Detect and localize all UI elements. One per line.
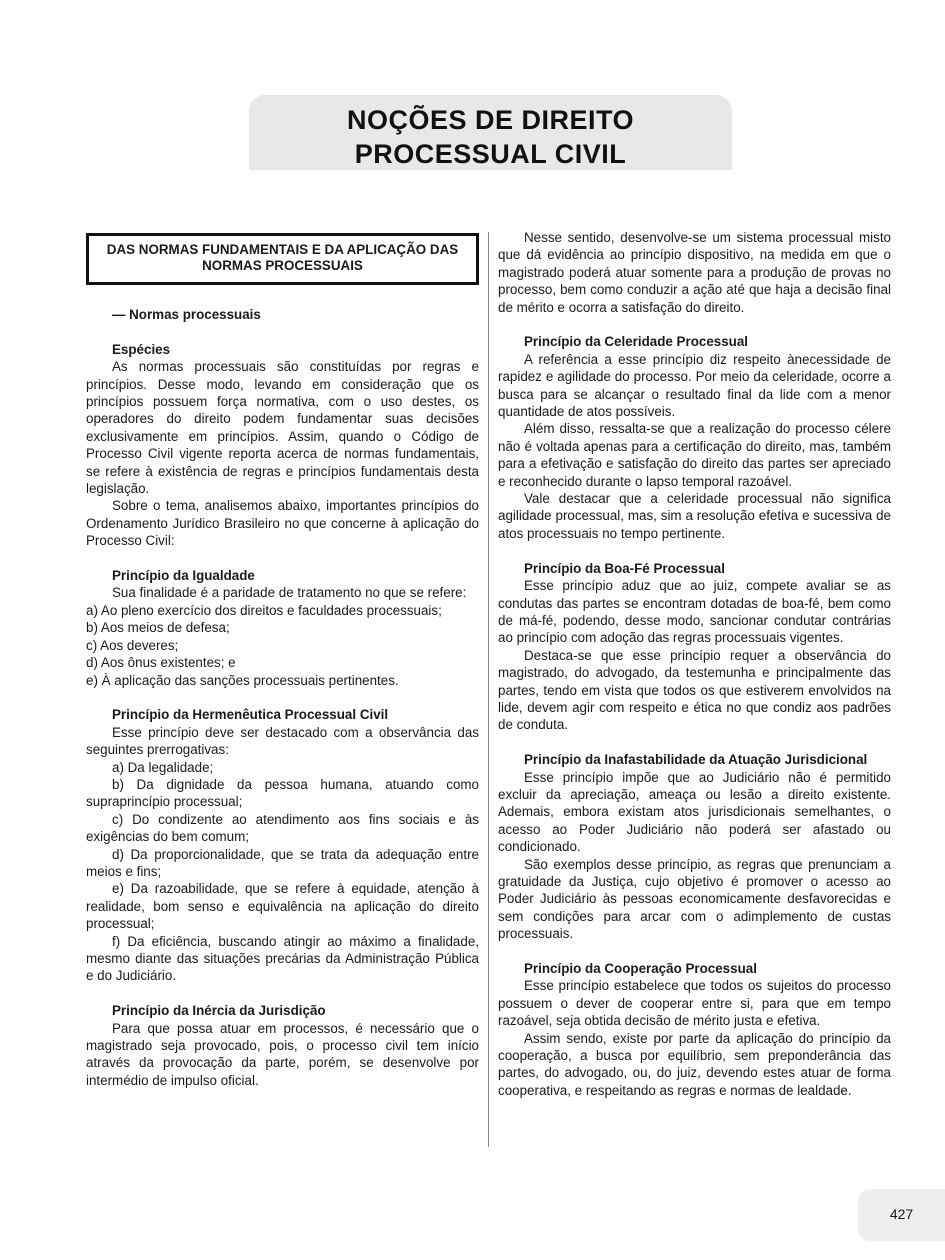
paragraph: São exemplos desse princípio, as regras que prenunciam a gratuidade da Justiça, cujo objetivo é promover o acesso ao Poder Judiciário às pessoas economicamente desfavorecidas e sem condições para arcar com o adimplemento de custas processuais. xyxy=(498,856,891,942)
inafastabilidade-heading: Princípio da Inafastabilidade da Atuação Jurisdicional xyxy=(524,752,868,768)
especies-heading: Espécies xyxy=(112,341,171,357)
paragraph: Destaca-se que esse princípio requer a observância do magistrado, do advogado, da testemunha e principalmente das partes, tendo em vista que todos os que estiverem envolvidos na lide, devem agir com respeito e ética no que condiz aos padrões de conduta. xyxy=(498,647,891,733)
paragraph: Esse princípio impõe que ao Judiciário não é permitido excluir da apreciação, ameaça ou lesão a direito existente. Ademais, embora existam atos jurisdicionais semelhantes, o acesso ao Poder Judiciário não poderá ser afastado ou condicionado. xyxy=(498,769,891,855)
paragraph: Sua finalidade é a paridade de tratamento no que se refere: xyxy=(112,585,467,601)
paragraph: Sobre o tema, analisemos abaixo, importantes princípios do Ordenamento Jurídico Brasileiro no que concerne à aplicação do Processo Civil: xyxy=(86,498,479,549)
paragraph: Nesse sentido, desenvolve-se um sistema processual misto que dá evidência ao princípio dispositivo, na medida em que o magistrado poderá atuar somente para a produção de provas no processo, bem como conduzir a ação até que haja a decisão final de mérito e ocorra a satisfação do direito. xyxy=(498,230,891,315)
cooperacao-heading: Princípio da Cooperação Processual xyxy=(524,961,757,976)
section-title-line2: NORMAS PROCESSUAIS xyxy=(202,258,363,273)
page-number: 427 xyxy=(889,1206,914,1222)
right-column xyxy=(498,229,891,1099)
paragraph: Além disso, ressalta-se que a realização do processo célere não é voltada apenas para a certificação do direito, mas, também para a efetivação e satisfação do direito das partes ser apreciado e reconhecido durante o lapso temporal razoável. xyxy=(498,421,891,489)
paragraph: Vale destacar que a celeridade processual não significa agilidade processual, mas, sim a resolução efetiva e sucessiva de atos processuais no tempo pertinente. xyxy=(498,491,891,541)
paragraph: Esse princípio estabelece que todos os sujeitos do processo possuem o dever de cooperar entre si, para que em tempo razoável, seja obtida decisão de mérito justa e efetiva. xyxy=(498,978,891,1029)
list-item: d) Aos ônus existentes; e xyxy=(86,655,236,671)
list-item: c) Aos deveres; xyxy=(86,637,179,653)
section-title xyxy=(89,236,476,274)
paragraph: Esse princípio deve ser destacado com a observância das seguintes prerrogativas: xyxy=(86,724,479,758)
topic-heading: — Normas processuais xyxy=(112,307,261,322)
inercia-heading: Princípio da Inércia da Jurisdição xyxy=(112,1003,326,1019)
list-item: a) Ao pleno exercício dos direitos e faculdades processuais; xyxy=(86,602,442,618)
column-divider xyxy=(488,232,489,1147)
section-title-line1: DAS NORMAS FUNDAMENTAIS E DA APLICAÇÃO DAS xyxy=(106,242,459,257)
chapter-title-line1: NOÇÕES DE DIREITO xyxy=(346,105,635,135)
chapter-title-box xyxy=(249,95,732,170)
hermeneutica-heading: Princípio da Hermenêutica Processual Civil xyxy=(112,707,389,723)
list-item: b) Aos meios de defesa; xyxy=(86,620,230,636)
list-item: a) Da legalidade; xyxy=(112,759,214,775)
boafe-heading: Princípio da Boa-Fé Processual xyxy=(524,560,725,576)
list-item: f) Da eficiência, buscando atingir ao máximo a finalidade, mesmo diante das situações precárias da Administração Pública e do Judiciário. xyxy=(86,933,479,984)
paragraph: Para que possa atuar em processos, é necessário que o magistrado seja provocado, pois, o processo civil tem início através da provocação da parte, porém, se desenvolve por intermédio de impulso oficial. xyxy=(86,1020,479,1088)
chapter-title xyxy=(249,95,732,171)
list-item: e) À aplicação das sanções processuais pertinentes. xyxy=(86,672,399,688)
section-title-box xyxy=(86,233,479,285)
list-item: e) Da razoabilidade, que se refere à equidade, atenção à realidade, bom senso e equivalência na aplicação do direito processual; xyxy=(86,881,479,932)
left-column xyxy=(86,306,479,1089)
paragraph: Assim sendo, existe por parte da aplicação do princípio da cooperação, a busca por equilíbrio, sem preponderância das partes, do advogado, ou, do juiz, devendo estes atuar de forma cooperativa, e respeitando as regras e normas de lealdade. xyxy=(498,1030,891,1098)
chapter-title-line2: PROCESSUAL CIVIL xyxy=(354,139,627,169)
list-item: b) Da dignidade da pessoa humana, atuando como supraprincípio processual; xyxy=(86,776,479,810)
igualdade-heading: Princípio da Igualdade xyxy=(112,568,255,584)
celeridade-heading: Princípio da Celeridade Processual xyxy=(524,334,749,350)
list-item: d) Da proporcionalidade, que se trata da adequação entre meios e fins; xyxy=(86,846,479,879)
paragraph: A referência a esse princípio diz respeito ànecessidade de rapidez e agilidade do processo. Por meio da celeridade, ocorre a busca para se alcançar o resultado final da lide com a menor quantidade de atos possíveis. xyxy=(498,351,891,420)
page-number-tab xyxy=(858,1189,945,1241)
paragraph: As normas processuais são constituídas por regras e princípios. Desse modo, levando em consideração que os princípios possuem força normativa, com o uso destes, os operadores do direito podem fundamentar suas decisões exclusivamente em princípios. Assim, quando o Código de Processo Civil vigente reporta acerca de normas fundamentais, se refere à existência de regras e princípios fundamentais desta legislação. xyxy=(86,359,479,497)
list-item: c) Do condizente ao atendimento aos fins sociais e às exigências do bem comum; xyxy=(86,811,479,845)
paragraph: Esse princípio aduz que ao juiz, compete avaliar se as condutas das partes se encontram dotadas de boa-fé, bem como de má-fé, podendo, desse modo, sancionar condutar contrárias ao princípio com adoção das regras processuais vigentes. xyxy=(498,578,891,646)
